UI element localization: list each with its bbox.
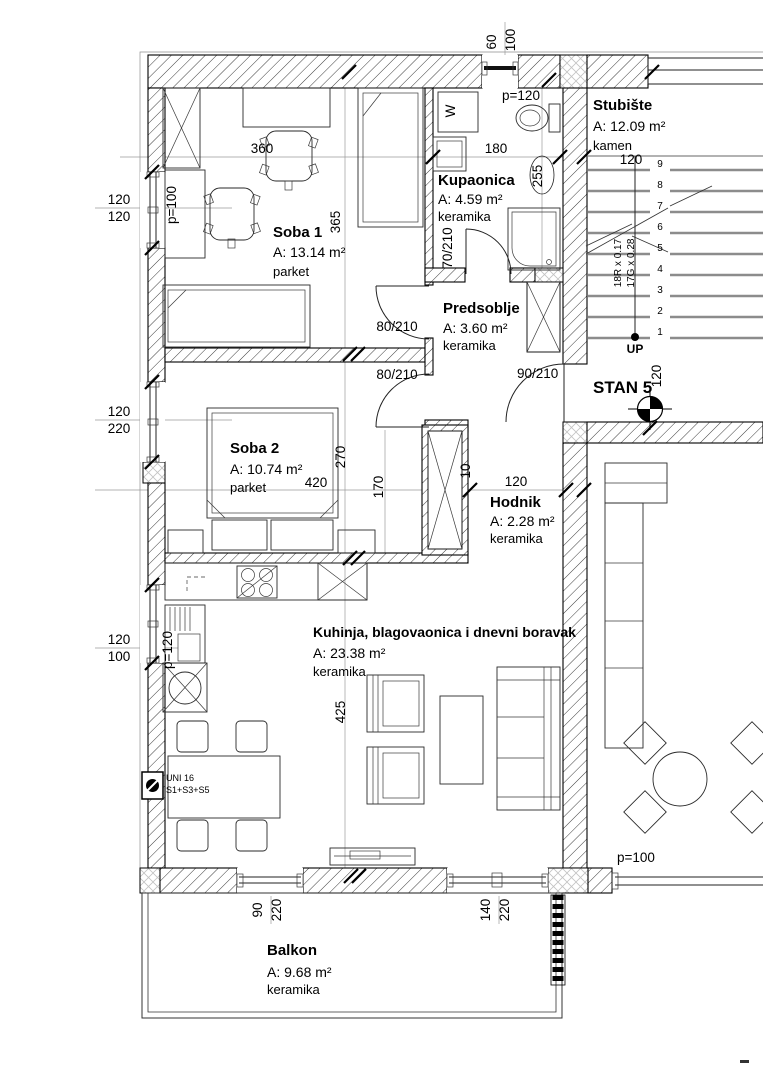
unit-label: STAN 5 [593, 378, 653, 397]
parapet-top: p=120 [502, 88, 540, 103]
dim-soba1-width: 360 [250, 141, 274, 156]
dim-soba1-depth: 365 [328, 210, 343, 234]
dim-balc2-a: 140 [478, 898, 493, 922]
room-name-stubiste: Stubište [593, 97, 653, 114]
installation-shaft [422, 425, 468, 555]
svg-text:6: 6 [657, 222, 663, 233]
dim-kitchen-depth: 425 [333, 700, 348, 724]
dim-win3-b: 100 [107, 649, 131, 664]
kitchen-furniture [163, 563, 415, 865]
room-floor-predsoblje: keramika [443, 338, 496, 353]
window-bathroom-top [482, 55, 518, 88]
room-name-kupaonica: Kupaonica [438, 172, 515, 189]
dim-balc1-b: 220 [269, 898, 284, 922]
stove [237, 566, 277, 598]
corner-sink [163, 663, 207, 712]
room-area-kupaonica: A: 4.59 m² [438, 191, 503, 207]
dim-soba2-depth: 270 [333, 445, 348, 469]
parapet-soba1: p=100 [164, 186, 179, 224]
dim-bathroom-depth: 255 [530, 164, 545, 188]
window-bottom-right [612, 873, 763, 889]
nightstand [168, 530, 203, 553]
wardrobe [163, 88, 200, 168]
room-floor-soba1: parket [273, 264, 310, 279]
room-area-stubiste: A: 12.09 m² [593, 118, 666, 134]
dim-bathroom-width: 180 [484, 141, 508, 156]
room-name-soba2: Soba 2 [230, 440, 280, 457]
dim-win1-b: 120 [107, 209, 131, 224]
dim-balc2-b: 220 [497, 898, 512, 922]
dim-stan5: 120 [649, 364, 664, 388]
office-chair-1 [259, 131, 318, 190]
room-area-hodnik: A: 2.28 m² [490, 513, 555, 529]
dim-stair-width: 120 [619, 152, 643, 167]
room-floor-balkon: keramika [267, 982, 320, 997]
room-name-hodnik: Hodnik [490, 494, 541, 511]
door-label-bathroom: 70/210 [440, 227, 455, 269]
toilet [516, 104, 560, 132]
uni-label-2: S1+S3+S5 [166, 785, 210, 795]
window-soba2 [140, 382, 165, 462]
dim-soba2-width: 420 [304, 475, 328, 490]
dim-balc1-a: 90 [250, 902, 265, 918]
window-soba1 [140, 172, 165, 248]
soba1-furniture [163, 88, 423, 347]
room-name-balkon: Balkon [267, 942, 318, 959]
dim-170: 170 [371, 475, 386, 499]
desk-top [243, 88, 330, 127]
neighbor-dining [624, 722, 763, 833]
door-label-entrance: 90/210 [517, 366, 559, 381]
coffee-table [440, 696, 483, 784]
svg-text:4: 4 [657, 264, 663, 275]
dim-top-100: 100 [503, 28, 518, 52]
tv-sideboard [330, 848, 415, 865]
stair-going-label: 17G x 0.28 [626, 238, 637, 288]
dim-win2-b: 220 [107, 421, 131, 436]
dim-win1-a: 120 [107, 192, 131, 207]
wash-basin [433, 137, 466, 171]
washer-label: W [443, 104, 458, 118]
page-mark [740, 1060, 749, 1063]
room-area-kuhinja: A: 23.38 m² [313, 645, 386, 661]
shower [508, 208, 560, 270]
door-label-soba2: 80/210 [376, 367, 418, 382]
room-name-predsoblje: Predsoblje [443, 300, 520, 317]
nightstand [338, 530, 375, 553]
neighbor-sofa [605, 463, 667, 748]
room-floor-stubiste: kamen [593, 138, 633, 153]
dim-win3-a: 120 [107, 632, 131, 647]
svg-text:7: 7 [657, 201, 663, 212]
armchair-1 [367, 675, 424, 732]
stair-riser-label: 18R x 0.17 [613, 238, 624, 288]
parapet-neighbor: p=100 [617, 850, 655, 865]
door-bathroom [466, 229, 511, 274]
room-name-soba1: Soba 1 [273, 224, 323, 241]
svg-text:3: 3 [657, 285, 663, 296]
pillow [212, 520, 267, 550]
armchair-2 [367, 747, 424, 804]
svg-text:1: 1 [657, 327, 663, 338]
bed-vertical [358, 88, 423, 227]
svg-text:5: 5 [657, 243, 663, 254]
neighbor-furniture [605, 463, 763, 833]
stair-step-numbers [657, 159, 663, 338]
svg-text:2: 2 [657, 306, 663, 317]
room-floor-kupaonica: keramika [438, 209, 491, 224]
svg-text:8: 8 [657, 180, 663, 191]
fridge [318, 563, 367, 600]
dim-hodnik-width: 120 [504, 474, 528, 489]
dim-top-60: 60 [484, 34, 499, 50]
pillow [271, 520, 333, 550]
soba2-furniture [168, 408, 375, 553]
room-floor-kuhinja: keramika [313, 664, 366, 679]
room-area-soba2: A: 10.74 m² [230, 461, 303, 477]
balcony-door-90 [237, 868, 303, 893]
door-label-soba1: 80/210 [376, 319, 418, 334]
stair-up-label: UP [626, 342, 644, 356]
dim-win2-a: 120 [107, 404, 131, 419]
bed-horizontal [163, 285, 310, 347]
stair-break-lines [586, 186, 712, 254]
walkline-start-dot [631, 333, 639, 341]
room-area-soba1: A: 13.14 m² [273, 244, 346, 260]
office-chair-2 [203, 188, 260, 248]
room-area-balkon: A: 9.68 m² [267, 964, 332, 980]
balcony-door-140 [447, 868, 548, 893]
sofa [497, 667, 560, 810]
living-furniture [367, 667, 560, 810]
window-top-right [648, 58, 763, 84]
bathroom-shaft [527, 282, 560, 352]
uni-label-1: UNI 16 [166, 773, 195, 783]
svg-text:9: 9 [657, 159, 663, 170]
room-name-kuhinja: Kuhinja, blagovaonica i dnevni boravak [313, 624, 576, 640]
room-floor-hodnik: keramika [490, 531, 543, 546]
room-floor-soba2: parket [230, 480, 267, 495]
room-area-predsoblje: A: 3.60 m² [443, 320, 508, 336]
parapet-kitchen: p=120 [160, 631, 175, 669]
dim-shaft-wall: 10 [458, 463, 473, 479]
uni-box [142, 772, 163, 799]
